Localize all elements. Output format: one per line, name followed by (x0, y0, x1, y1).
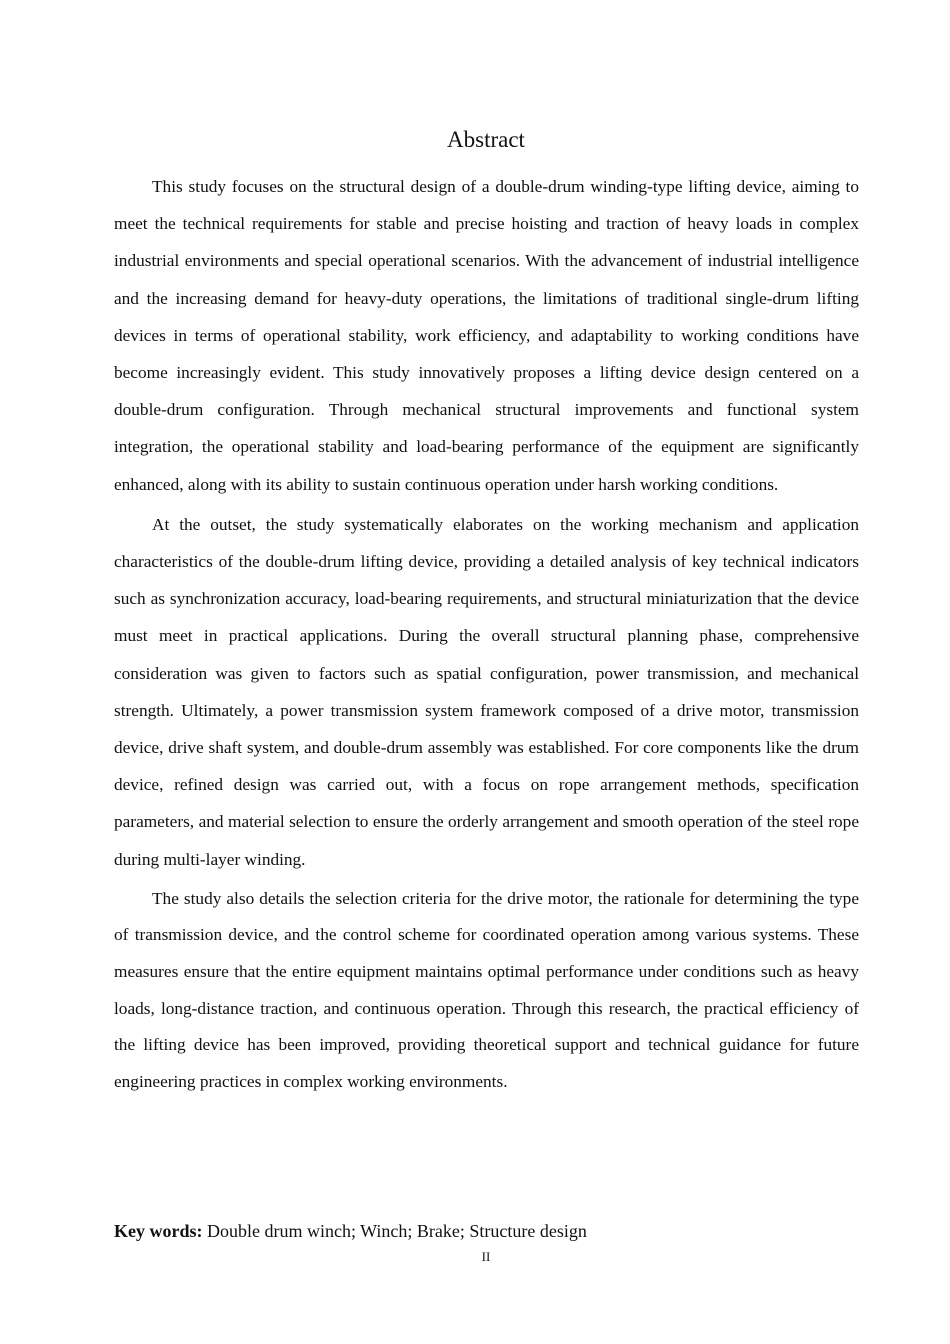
abstract-paragraph-3: The study also details the selection criteria for the drive motor, the rationale for determining the type of transmission device, and the control scheme for coordinated operation among various systems. These measures ensure that the entire equipment maintains optimal performance under conditions such as heavy loads, long-distance traction, and continuous operation. Through this research, the practical efficiency of the lifting device has been improved, providing theoretical support and technical guidance for future engineering practices in complex working environments. (114, 888, 859, 1091)
abstract-body (114, 168, 859, 1103)
keywords-text: Double drum winch; Winch; Brake; Structure design (207, 1221, 587, 1241)
abstract-paragraph-2: At the outset, the study systematically elaborates on the working mechanism and application characteristics of the double-drum lifting device, providing a detailed analysis of key technical indicators such as synchronization accuracy, load-bearing requirements, and structural miniaturization that the device must meet in practical applications. During the overall structural planning phase, comprehensive consideration was given to factors such as spatial configuration, power transmission, and mechanical strength. Ultimately, a power transmission system framework composed of a drive motor, transmission device, drive shaft system, and double-drum assembly was established. For core components like the drum device, refined design was carried out, with a focus on rope arrangement methods, specification parameters, and material selection to ensure the orderly arrangement and smooth operation of the steel rope during multi-layer winding. (114, 514, 859, 869)
page-number: II (481, 1249, 491, 1264)
keywords-line (114, 1218, 587, 1244)
keywords-label: Key words: (114, 1221, 203, 1241)
abstract-title: Abstract (447, 127, 525, 152)
abstract-paragraph-1: This study focuses on the structural design of a double-drum winding-type lifting device, aiming to meet the technical requirements for stable and precise hoisting and traction of heavy loads in complex industrial environments and special operational scenarios. With the advancement of industrial intelligence and the increasing demand for heavy-duty operations, the limitations of traditional single-drum lifting devices in terms of operational stability, work efficiency, and adaptability to working conditions have become increasingly evident. This study innovatively proposes a lifting device design centered on a double-drum configuration. Through mechanical structural improvements and functional system integration, the operational stability and load-bearing performance of the equipment are significantly enhanced, along with its ability to sustain continuous operation under harsh working conditions. (114, 177, 859, 494)
